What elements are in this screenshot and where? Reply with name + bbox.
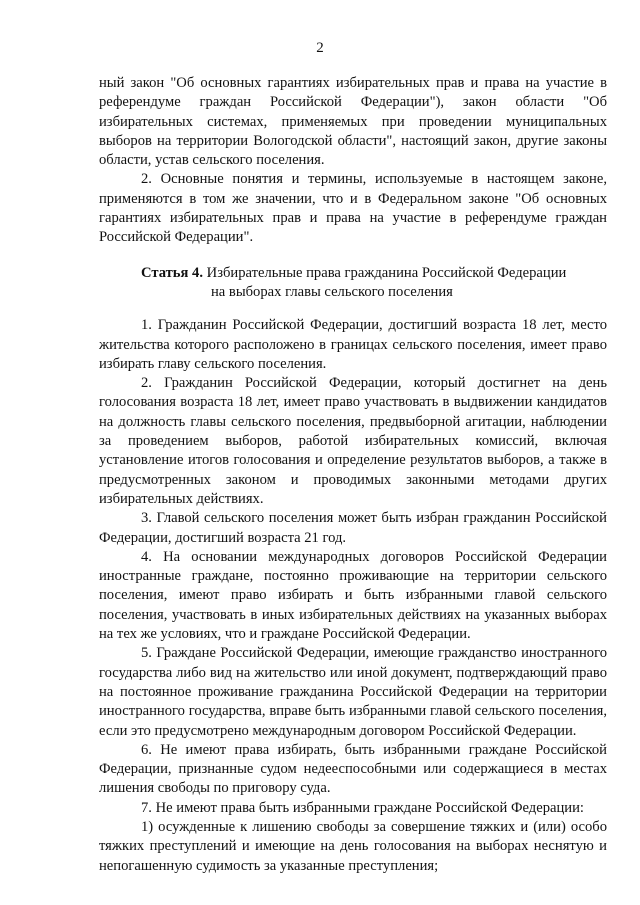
article-paragraph-4: 4. На основании международных договоров Российской Федерации иностранные граждане, постоянно проживающие на территории сельского поселения, имеют право избирать и быть избранными главой сельского поселения, участвовать в иных избирательных действиях на указанных выборах на тех же условиях, что и граждане Российской Федерации.: [99, 548, 607, 643]
article-paragraph-7-item-1: 1) осужденные к лишению свободы за совершение тяжких и (или) особо тяжких преступлений и имеющие на день голосования на выборах неснятую и непогашенную судимость за указанные преступления;: [99, 818, 607, 874]
page-number: 2: [316, 40, 324, 56]
article-number: Статья 4.: [141, 264, 203, 281]
article-paragraph-2: 2. Гражданин Российской Федерации, который достигнет на день голосования возраста 18 лет, имеет право участвовать в выдвижении кандидатов на должность главы сельского поселения, предвыборной агитации, наблюдении за проведением выборов, работой избирательных комиссий, включая установление итогов голосования и определение результатов выборов, а также в предусмотренных законом и проводимых законными методами других избирательных действиях.: [99, 375, 607, 507]
article-title-line1: Избирательные права гражданина Российской Федерации: [206, 264, 567, 281]
article-paragraph-3: 3. Главой сельского поселения может быть избран гражданин Российской Федерации, достигший возраста 21 год.: [99, 510, 607, 546]
article-paragraph-1: 1. Гражданин Российской Федерации, достигший возраста 18 лет, место жительства которого расположено в границах сельского поселения, имеет право избирать главу сельского поселения.: [99, 317, 607, 372]
paragraph-law-continuation: ный закон "Об основных гарантиях избирательных прав и права на участие в референдуме граждан Российской Федерации"), закон области "Об избирательных системах, применяемых при проведении муниципальных выборов на территории Вологодской области", настоящий закон, другие законы области, устав сельского поселения.: [99, 75, 607, 169]
document-body: [99, 74, 607, 876]
article-paragraph-6: 6. Не имеют права избирать, быть избранными граждане Российской Федерации, признанные судом недееспособными или содержащиеся в местах лишения свободы по приговору суда.: [99, 741, 607, 797]
article-paragraph-7: 7. Не имеют права быть избранными граждане Российской Федерации:: [141, 799, 584, 816]
paragraph-terms: 2. Основные понятия и термины, используемые в настоящем законе, применяются в том же значении, что и в Федеральном законе "Об основных гарантиях избирательных прав и права на участие в референдуме граждан Российской Федерации".: [99, 171, 607, 246]
article-title-line2: на выборах главы сельского поселения: [211, 283, 453, 300]
article-paragraph-5: 5. Граждане Российской Федерации, имеющие гражданство иностранного государства либо вид на жительство или иной документ, подтверждающий право на постоянное проживание гражданина Российской Федерации на территории иностранного государства, вправе быть избранными главой сельского поселения, если это предусмотрено международным договором Российской Федерации.: [99, 645, 607, 739]
article-heading: [99, 264, 607, 303]
